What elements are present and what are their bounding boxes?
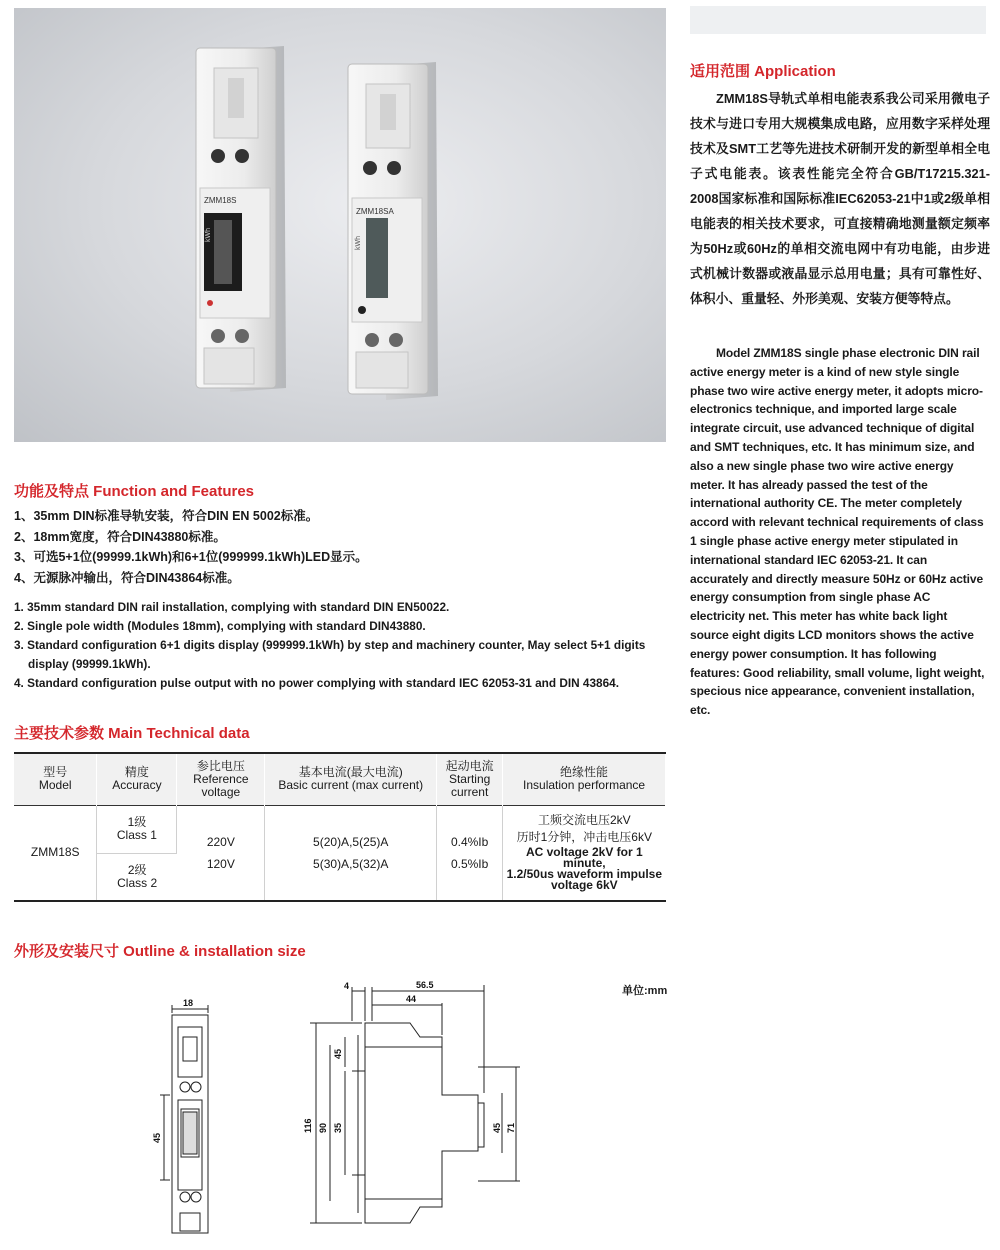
dim-116: 116 xyxy=(303,1118,313,1133)
meter1-unit: kWh xyxy=(205,228,212,242)
header-current: 基本电流(最大电流) Basic current (max current) xyxy=(265,753,437,805)
side-view xyxy=(310,985,520,1223)
dim-4: 4 xyxy=(344,981,350,991)
application-title: 适用范围 Application xyxy=(690,63,836,80)
cell-model: ZMM18S xyxy=(14,805,97,901)
unit-label: 单位:mm xyxy=(622,985,668,997)
header-insulation: 绝缘性能 Insulation performance xyxy=(503,753,666,805)
feature-en-item: 4. Standard configuration pulse output with no power complying with standard IEC 62053-31 and DIN 43864. xyxy=(14,676,620,690)
header-model: 型号 Model xyxy=(14,753,97,805)
product-photo xyxy=(14,8,666,442)
meter-zmm18sa xyxy=(348,62,438,400)
header-accuracy: 精度 Accuracy xyxy=(97,753,177,805)
dim-side-45: 45 xyxy=(333,1048,343,1059)
feature-en-item: 2. Single pole width (Modules 18mm), complying with standard DIN43880. xyxy=(14,619,426,633)
header-start-current: 起动电流 Starting current xyxy=(437,753,503,805)
cell-class2: 2级 Class 2 xyxy=(97,853,177,901)
meter-zmm18s xyxy=(196,46,286,392)
cell-start-current: 0.4%Ib 0.5%Ib xyxy=(437,805,503,901)
outline-drawing xyxy=(0,975,680,1245)
tech-data-table xyxy=(14,752,666,902)
dim-front-45: 45 xyxy=(152,1132,162,1143)
application-text-en: Model ZMM18S single phase electronic DIN rail active energy meter is a kind of new style single phase two wire active energy meter, it adopts micro-electronics technique, and imported large scale integrate circuit, use advanced technique of digital and SMT techniques, etc. It has minimum size, and also a new single phase two wire active energy meter. It has already passed the test of the international authority CE. The meter completely accord with relevant technical requirements of class 1 single phase active energy meter stipulated in international standard IEC 62053-21. It can accurately and directly measure 50Hz or 60Hz active energy consumption from single phase AC electricity net. This meter has white back light source eight digits LCD monitors shows the active energy power consumption. It has following features: Good reliability, small volume, light weight, specious nice appearance, convenient installation, etc. xyxy=(690,346,985,718)
table-header-row xyxy=(14,753,666,805)
feature-en-item: 3. Standard configuration 6+1 digits display (999999.1kWh) by step and machinery counter, May select 5+1 digits display (99999.1kWh). xyxy=(14,638,646,671)
features-title: 功能及特点 Function and Features xyxy=(14,483,255,500)
feature-cn-item: 4、无源脉冲输出，符合DIN43864标准。 xyxy=(14,570,240,585)
dim-35: 35 xyxy=(333,1122,343,1133)
dim-71: 71 xyxy=(506,1122,516,1133)
dim-56-5: 56.5 xyxy=(416,980,434,990)
application-text-cn: ZMM18S导轨式单相电能表系我公司采用微电子技术与进口专用大规模集成电路，应用数字采样处理技术及SMT工艺等先进技术研制开发的新型单相全电子式电能表。该表性能完全符合GB/T17215.321-2008国家标准和国际标准IEC62053-21中1或2级单相电能表的相关技术要求，可直接精确地测量额定频率为50Hz或60Hz的单相交流电网中有功电能，由步进式机械计数器或液晶显示总用电量；具有可靠性好、体积小、重量轻、外形美观、安装方便等特点。 xyxy=(690,91,990,306)
feature-en-item: 1. 35mm standard DIN rail installation, complying with standard DIN EN50022. xyxy=(14,600,450,614)
dim-90: 90 xyxy=(318,1122,328,1133)
tech-title: 主要技术参数 Main Technical data xyxy=(14,725,250,742)
outline-title: 外形及安装尺寸 Outline & installation size xyxy=(14,943,306,960)
meter2-unit: kWh xyxy=(355,236,362,250)
cell-current: 5(20)A,5(25)A 5(30)A,5(32)A xyxy=(265,805,437,901)
header-voltage: 参比电压 Reference voltage xyxy=(177,753,265,805)
header-bar xyxy=(690,6,986,34)
features-list-cn xyxy=(14,506,368,588)
meter1-label: ZMM18S xyxy=(204,196,237,205)
dim-44: 44 xyxy=(406,994,417,1004)
cell-insulation: 工频交流电压2kV 历时1分钟，冲击电压6kV AC voltage 2kV for 1 minute, 1.2/50us waveform impulse voltage 6kV xyxy=(503,805,666,901)
dim-width-18: 18 xyxy=(183,998,194,1008)
dim-right-45: 45 xyxy=(492,1122,502,1133)
feature-cn-item: 2、18mm宽度，符合DIN43880标准。 xyxy=(14,529,226,544)
cell-voltage: 220V 120V xyxy=(177,805,265,901)
features-list-en xyxy=(14,598,669,693)
meters-illustration xyxy=(14,8,666,442)
meter2-label: ZMM18SA xyxy=(356,207,394,216)
feature-cn-item: 1、35mm DIN标准导轨安装，符合DIN EN 5002标准。 xyxy=(14,509,319,523)
front-view xyxy=(160,1005,208,1233)
cell-class1: 1级 Class 1 xyxy=(97,805,177,853)
feature-cn-item: 3、可选5+1位(99999.1kWh)和6+1位(999999.1kWh)LED显示。 xyxy=(14,550,368,564)
table-row xyxy=(14,805,666,853)
